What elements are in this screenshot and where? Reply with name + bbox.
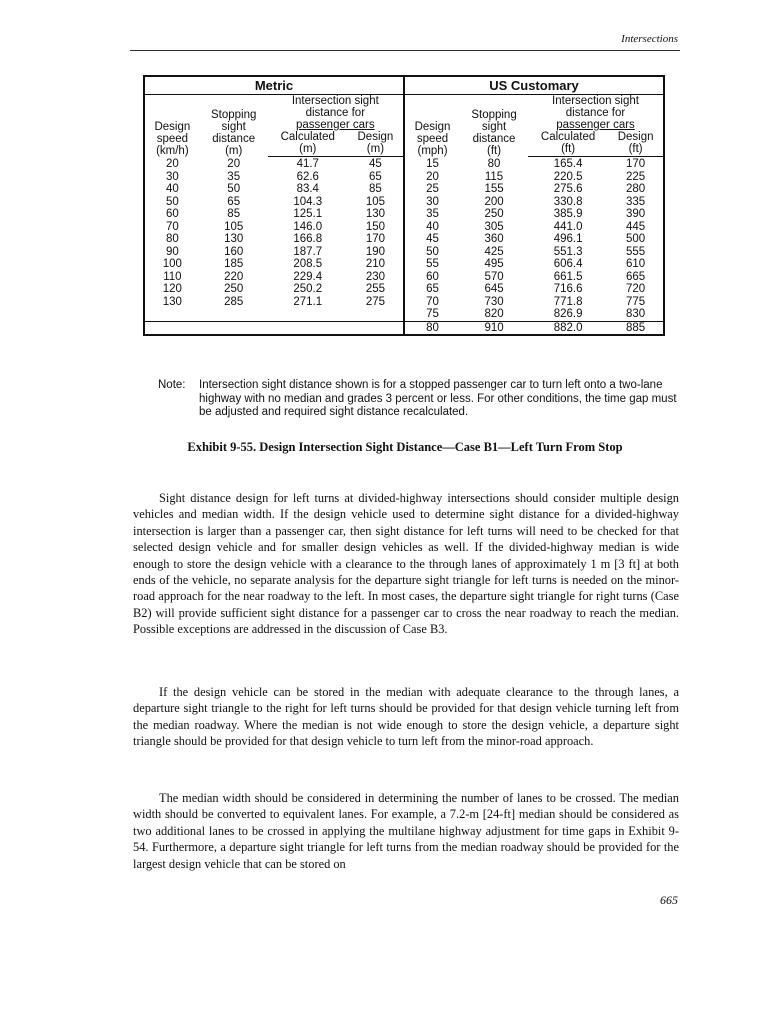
us-stopping-cell: 200 bbox=[484, 195, 504, 208]
metric-stopping-cell: 160 bbox=[224, 245, 244, 258]
metric-stopping-cell: 50 bbox=[227, 183, 241, 195]
metric-calculated-cell: 104.3 bbox=[293, 195, 323, 208]
page-number: 665 bbox=[660, 893, 678, 907]
us-speed-cell: 65 bbox=[404, 283, 460, 296]
us-stopping-cell: 250 bbox=[484, 208, 504, 220]
header-line: (m) bbox=[366, 143, 385, 155]
metric-design-cell: 170 bbox=[365, 233, 385, 245]
us-calculated-cell: 716.6 bbox=[553, 283, 583, 295]
metric-design-cell bbox=[348, 321, 404, 334]
us-isd-header bbox=[528, 95, 663, 132]
metric-speed-cell: 30 bbox=[165, 170, 179, 183]
us-speed-cell: 75 bbox=[404, 308, 460, 321]
metric-calculated-cell: 146.0 bbox=[293, 220, 323, 233]
table-row bbox=[145, 221, 663, 234]
header-line: Stopping bbox=[471, 108, 517, 121]
header-line: speed bbox=[156, 132, 189, 145]
header-line: distance bbox=[212, 132, 256, 145]
us-design-cell: 720 bbox=[626, 283, 646, 295]
us-design-cell: 775 bbox=[626, 295, 646, 308]
metric-design-cell: 85 bbox=[369, 183, 382, 195]
us-design-header bbox=[608, 131, 663, 157]
us-calculated-cell: 551.3 bbox=[553, 245, 583, 258]
us-speed-cell: 50 bbox=[404, 246, 460, 259]
header-line: speed bbox=[416, 132, 449, 145]
us-calculated-cell: 385.9 bbox=[553, 208, 583, 220]
metric-stopping-cell: 130 bbox=[224, 233, 244, 245]
header-line: distance bbox=[472, 132, 516, 145]
metric-calculated-cell: 250.2 bbox=[293, 283, 323, 295]
metric-speed-cell: 40 bbox=[165, 183, 179, 195]
header-line: Design bbox=[357, 131, 394, 143]
metric-design-cell: 45 bbox=[369, 158, 382, 170]
metric-stopping-cell: 35 bbox=[227, 170, 241, 183]
metric-calculated-cell bbox=[268, 308, 348, 321]
us-speed-cell: 60 bbox=[404, 271, 460, 284]
header-line: (m) bbox=[299, 143, 317, 155]
us-design-cell: 830 bbox=[626, 308, 646, 320]
header-line: (ft) bbox=[487, 144, 502, 157]
us-calculated-cell: 330.8 bbox=[553, 195, 583, 208]
us-calculated-cell: 771.8 bbox=[553, 295, 583, 308]
header-line: Calculated bbox=[280, 131, 335, 143]
us-design-cell: 665 bbox=[626, 270, 646, 283]
note-label: Note: bbox=[158, 379, 186, 391]
metric-calculated-cell: 271.1 bbox=[293, 295, 323, 308]
metric-design-cell: 105 bbox=[365, 195, 385, 208]
us-speed-cell: 20 bbox=[404, 171, 460, 184]
us-calculated-cell: 275.6 bbox=[553, 183, 583, 195]
table-row bbox=[145, 321, 663, 334]
metric-calculated-cell: 229.4 bbox=[293, 270, 323, 283]
us-stopping-cell: 495 bbox=[484, 258, 504, 270]
metric-speed-cell: 60 bbox=[165, 208, 179, 220]
metric-calculated-cell: 125.1 bbox=[293, 208, 323, 220]
header-rule bbox=[130, 50, 680, 51]
table-row bbox=[145, 271, 663, 284]
us-calculated-cell: 165.4 bbox=[553, 158, 583, 170]
metric-speed-cell: 130 bbox=[162, 295, 182, 308]
metric-design-cell: 190 bbox=[365, 245, 385, 258]
us-stopping-distance-header bbox=[460, 95, 528, 157]
metric-design-cell: 65 bbox=[369, 170, 382, 183]
metric-stopping-cell: 20 bbox=[227, 157, 241, 170]
us-stopping-cell: 425 bbox=[484, 245, 504, 258]
sight-distance-table bbox=[143, 75, 665, 336]
us-stopping-cell: 80 bbox=[487, 157, 501, 170]
header-line: (ft) bbox=[561, 143, 576, 155]
us-stopping-cell: 115 bbox=[484, 170, 504, 183]
body-paragraph-2: If the design vehicle can be stored in the median with adequate clearance to the through lanes, a departure sight triangle to the right for left turns should be provided for that design vehicle turning left from the median roadway. Where the median is not wide enough to store the design vehicle, a departure sight triangle should be provided for that design vehicle to turn left from the minor-road approach. bbox=[133, 685, 679, 749]
header-line: Design bbox=[617, 131, 654, 143]
metric-isd-header bbox=[268, 95, 404, 132]
us-speed-cell: 35 bbox=[404, 208, 460, 221]
us-speed-cell: 45 bbox=[404, 233, 460, 246]
metric-stopping-cell bbox=[200, 321, 268, 334]
us-stopping-cell: 360 bbox=[484, 233, 504, 245]
header-line: (km/h) bbox=[156, 144, 189, 157]
header-line: Design bbox=[414, 120, 451, 133]
metric-speed-cell: 120 bbox=[162, 283, 182, 295]
table-row bbox=[145, 258, 663, 271]
us-system-header: US Customary bbox=[404, 77, 663, 95]
us-design-cell: 555 bbox=[626, 245, 646, 258]
us-calculated-cell: 496.1 bbox=[553, 233, 583, 245]
metric-stopping-cell: 220 bbox=[224, 270, 244, 283]
metric-calculated-cell: 166.8 bbox=[293, 233, 323, 245]
us-design-cell: 225 bbox=[626, 170, 646, 183]
header-line: Stopping bbox=[210, 108, 257, 121]
us-calculated-cell: 441.0 bbox=[553, 220, 583, 233]
us-design-cell: 610 bbox=[626, 258, 646, 270]
metric-design-cell bbox=[348, 308, 404, 321]
metric-speed-cell: 100 bbox=[162, 258, 182, 270]
header-line: distance for bbox=[565, 107, 626, 119]
us-design-cell: 280 bbox=[626, 183, 646, 195]
us-design-speed-header bbox=[404, 95, 460, 157]
metric-stopping-distance-header bbox=[200, 95, 268, 157]
us-speed-cell: 70 bbox=[404, 296, 460, 309]
metric-design-cell: 275 bbox=[365, 295, 385, 308]
header-line: Calculated bbox=[540, 131, 596, 143]
us-stopping-cell: 155 bbox=[484, 183, 504, 195]
header-line: passenger cars bbox=[556, 119, 635, 131]
metric-calculated-header bbox=[268, 131, 348, 157]
us-design-cell: 445 bbox=[626, 220, 646, 233]
metric-calculated-cell: 187.7 bbox=[293, 245, 323, 258]
us-speed-cell: 25 bbox=[404, 183, 460, 196]
us-stopping-cell: 730 bbox=[484, 295, 504, 308]
us-design-cell: 500 bbox=[626, 233, 646, 245]
header-line: (m) bbox=[225, 144, 243, 157]
us-stopping-cell: 910 bbox=[460, 321, 528, 334]
metric-speed-cell: 50 bbox=[165, 195, 179, 208]
header-line: Design bbox=[154, 120, 191, 133]
metric-speed-cell: 110 bbox=[163, 270, 182, 283]
header-line: (ft) bbox=[628, 143, 643, 155]
body-paragraph-1: Sight distance design for left turns at divided-highway intersections should consider multiple design vehicles and median width. If the design vehicle used to determine sight distance for a divided-highway intersection is larger than a passenger car, then sight distance for left turns will need to be checked for that selected design vehicle and for smaller design vehicles as well. If the divided-highway median is wide enough to store the design vehicle with a clearance to the through lanes of approximately 1 m [3 ft] at both ends of the vehicle, no separate analysis for the departure sight triangle for left turns is needed on the minor-road approach for the near roadway to the left. In most cases, the departure sight triangle for right turns (Case B2) will provide sufficient sight distance for a passenger car to cross the near roadway to reach the median. Possible exceptions are addressed in the discussion of Case B3. bbox=[133, 491, 679, 637]
header-line: sight bbox=[481, 120, 507, 133]
us-calculated-cell: 661.5 bbox=[553, 270, 583, 283]
body-paragraph-3: The median width should be considered in determining the number of lanes to be crossed. The median width should be converted to equivalent lanes. For example, a 7.2-m [24-ft] median should be considered as two additional lanes to be crossed in applying the multilane highway adjustment for time gaps in Exhibit 9-54. Furthermore, a departure sight triangle for left turns from the median roadway should be provided for the largest design vehicle that can be stored on bbox=[133, 791, 679, 871]
us-calculated-cell: 606.4 bbox=[553, 258, 583, 270]
us-speed-cell: 30 bbox=[404, 196, 460, 209]
header-line: sight bbox=[221, 120, 246, 133]
metric-stopping-cell: 65 bbox=[227, 195, 241, 208]
metric-calculated-cell: 41.7 bbox=[296, 158, 319, 170]
us-design-cell: 885 bbox=[608, 321, 663, 334]
table-row bbox=[145, 157, 663, 171]
us-calculated-cell: 220.5 bbox=[553, 170, 583, 183]
metric-stopping-cell: 250 bbox=[224, 283, 244, 295]
us-design-cell: 390 bbox=[626, 208, 646, 220]
metric-design-cell: 150 bbox=[365, 220, 385, 233]
exhibit-caption: Exhibit 9-55. Design Intersection Sight Distance—Case B1—Left Turn From Stop bbox=[187, 440, 623, 454]
us-design-cell: 170 bbox=[626, 158, 646, 170]
metric-stopping-cell: 185 bbox=[224, 258, 244, 270]
table-row bbox=[145, 183, 663, 196]
table-row bbox=[145, 233, 663, 246]
metric-stopping-cell: 285 bbox=[224, 295, 244, 308]
us-speed-cell: 15 bbox=[404, 157, 460, 171]
header-line: passenger cars bbox=[296, 119, 375, 131]
metric-calculated-cell: 83.4 bbox=[296, 183, 319, 195]
header-line: distance for bbox=[305, 107, 366, 119]
metric-system-header: Metric bbox=[145, 77, 404, 95]
us-stopping-cell: 570 bbox=[484, 270, 504, 283]
metric-stopping-cell: 85 bbox=[227, 208, 241, 220]
metric-design-cell: 255 bbox=[365, 283, 385, 295]
metric-calculated-cell bbox=[268, 321, 348, 334]
table-row bbox=[145, 171, 663, 184]
metric-calculated-cell: 62.6 bbox=[296, 170, 319, 183]
table-body bbox=[145, 157, 663, 335]
table-row bbox=[145, 196, 663, 209]
metric-design-cell: 230 bbox=[365, 270, 385, 283]
table-row bbox=[145, 208, 663, 221]
metric-speed-cell bbox=[145, 321, 200, 334]
us-stopping-cell: 645 bbox=[484, 283, 504, 295]
metric-design-header bbox=[348, 131, 404, 157]
us-speed-cell: 40 bbox=[404, 221, 460, 234]
us-stopping-cell: 305 bbox=[484, 220, 504, 233]
header-line: Intersection sight bbox=[552, 95, 639, 107]
us-calculated-cell: 826.9 bbox=[553, 308, 583, 320]
header-line: (mph) bbox=[417, 144, 448, 157]
metric-design-cell: 210 bbox=[365, 258, 385, 270]
table-row bbox=[145, 246, 663, 259]
table-row bbox=[145, 296, 663, 309]
us-speed-cell: 80 bbox=[404, 321, 460, 334]
us-calculated-cell: 882.0 bbox=[528, 321, 608, 334]
metric-stopping-cell bbox=[200, 308, 268, 321]
note-text: Intersection sight distance shown is for a stopped passenger car to turn left onto a two-lane highway with no median and grades 3 percent or less. For other conditions, the time gap must be adjusted and required sight distance recalculated. bbox=[199, 379, 677, 418]
metric-speed-cell: 20 bbox=[165, 157, 179, 170]
header-line: Intersection sight bbox=[291, 95, 379, 107]
metric-speed-cell: 80 bbox=[165, 233, 179, 245]
metric-calculated-cell: 208.5 bbox=[293, 258, 323, 270]
us-design-cell: 335 bbox=[626, 195, 646, 208]
metric-design-speed-header bbox=[145, 95, 200, 157]
metric-design-cell: 130 bbox=[365, 208, 385, 220]
us-speed-cell: 55 bbox=[404, 258, 460, 271]
metric-speed-cell: 70 bbox=[165, 220, 179, 233]
us-calculated-header bbox=[528, 131, 608, 157]
metric-speed-cell bbox=[145, 308, 200, 321]
table-row bbox=[145, 283, 663, 296]
table-row bbox=[145, 308, 663, 321]
running-head: Intersections bbox=[621, 33, 678, 45]
metric-stopping-cell: 105 bbox=[224, 220, 244, 233]
us-stopping-cell: 820 bbox=[484, 308, 504, 320]
metric-speed-cell: 90 bbox=[165, 245, 179, 258]
